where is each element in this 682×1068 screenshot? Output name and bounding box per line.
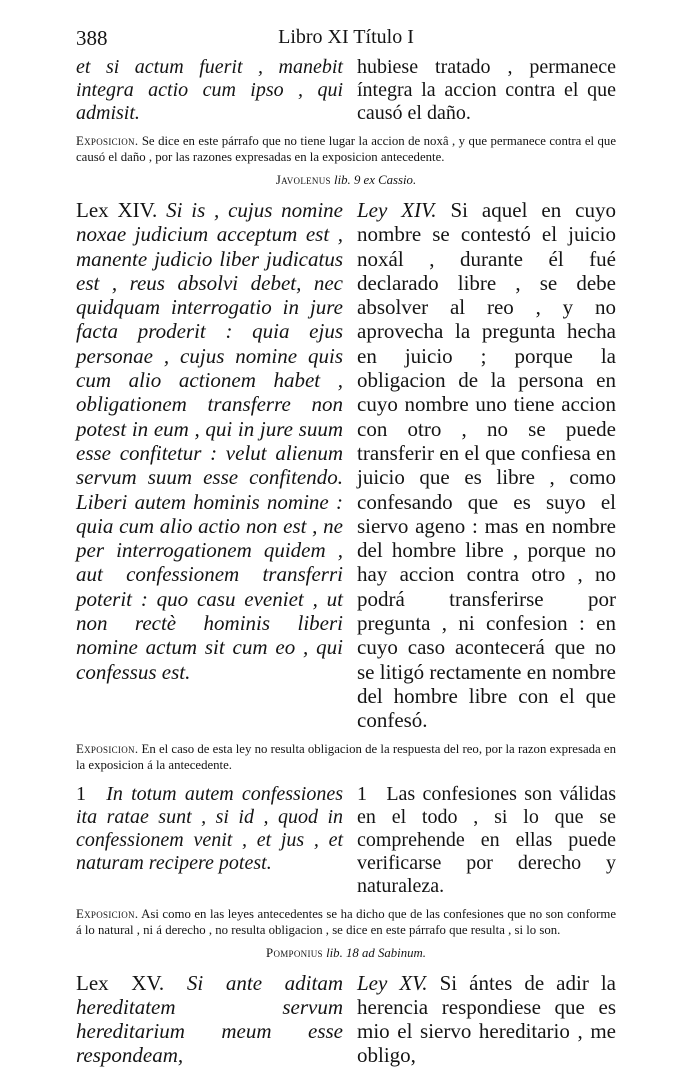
ley-15-heading: Ley XV.	[357, 970, 428, 995]
exposition-label: Exposicion.	[76, 906, 139, 921]
section-1-spanish	[357, 783, 616, 898]
source-attribution-2	[76, 946, 616, 961]
lex-15-heading: Lex XV.	[76, 970, 165, 995]
section-number: 1	[357, 782, 367, 805]
ley-14-spanish	[357, 198, 616, 733]
attribution-author: Javolenus	[275, 173, 331, 187]
exposition-text: En el caso de esta ley no resulta obligacion de la respuesta del reo, por la razon expresada en la exposicion á la antecedente.	[76, 741, 617, 772]
ley-14-heading: Ley XIV.	[357, 198, 437, 222]
latin-continuation: et si actum fuerit , manebit integra actio cum ipso , qui admisit.	[76, 56, 343, 124]
ley-14-spanish-text: Si aquel en cuyo nombre se contestó el juicio noxál , durante él fué declarado libre , se debe absolver al reo , y no aprovecha la pregunta hecha en juicio ; porque la obligacion de la persona en cuyo nombre uno tiene accion con otro , no se puede transferir en el que confiesa en juicio que es libre , como confesando que es suyo el siervo ageno : mas en nombre del hombre libre , porque no hay accion contra otro , no podrá transferirse por pregunta , ni confesion : en cuyo caso acontecerá que no se litigó rectamente en nombre del hombre libre con el que confesó.	[357, 198, 616, 733]
continued-text	[76, 56, 616, 125]
spanish-continuation: hubiese tratado , permanece íntegra la accion contra el que causó el daño.	[357, 56, 616, 124]
section-1-latin	[76, 783, 343, 898]
attribution-work: lib. 18 ad Sabinum.	[326, 945, 426, 960]
exposition-3	[76, 906, 616, 938]
exposition-label: Exposicion.	[76, 741, 139, 756]
running-title: Libro XI Título I	[278, 26, 414, 48]
law-15	[76, 971, 616, 1068]
exposition-text: Asi como en las leyes antecedentes se ha dicho que de las confesiones que no son conforme á lo natural , ni á derecho , no resulta obligacion , se dice en este párrafo que resulta , si lo son.	[76, 906, 616, 937]
exposition-2	[76, 741, 616, 773]
book-page	[76, 22, 616, 1068]
section-1-latin-text: In totum autem confessiones ita ratae sunt , si id , quod in confessionem venit , et jus , et naturam recipere potest.	[76, 782, 343, 874]
ley-15-spanish-text: Si ántes de adir la herencia respondiese que es mio el siervo hereditario , me obligo,	[357, 970, 616, 1068]
lex-15-latin	[76, 971, 343, 1068]
lex-14-latin	[76, 198, 343, 733]
lex-14-heading: Lex XIV.	[76, 198, 158, 222]
lex-15-latin-text: Si ante aditam hereditatem servum hereditarium meum esse respondeam,	[76, 970, 344, 1068]
law-14	[76, 198, 616, 733]
page-number: 388	[76, 26, 108, 50]
attribution-author: Pomponius	[266, 945, 323, 960]
source-attribution-1	[76, 173, 616, 188]
section-1-spanish-text: Las confesiones son válidas en el todo , si lo que se comprehende en ellas puede verificarse por derecho y naturaleza.	[357, 782, 617, 897]
section-number: 1	[76, 782, 86, 805]
exposition-label: Exposicion.	[76, 134, 139, 148]
lex-14-latin-text: Si is , cujus nomine noxae judicium acceptum est , manente judicio liber judicatus est , reus absolvi debet, nec quidquam interrogatio in jure facta proderit : quia ejus personae , cujus nomine quis cum alio actionem habet , obligationem transferre non potest in eum , qui in jure suum esse confitetur : velut alienum servum suum esse confitendo. Liberi autem hominis nomine : quia cum alio actio non est , ne per interrogationem quidem , aut confessionem transferri poterit : quo casu eveniet , ut non rectè hominis liberi nomine actum sit cum eo , qui confessus est.	[76, 198, 344, 684]
ley-15-spanish	[357, 971, 616, 1068]
exposition-text: Se dice en este párrafo que no tiene lugar la accion de noxâ , y que permanece contra el que causó el daño , por las razones expresadas en la exposicion antecedente.	[76, 134, 617, 164]
exposition-1	[76, 133, 616, 165]
section-1	[76, 783, 616, 898]
attribution-work: lib. 9 ex Cassio.	[334, 173, 417, 187]
page-header	[76, 22, 616, 56]
